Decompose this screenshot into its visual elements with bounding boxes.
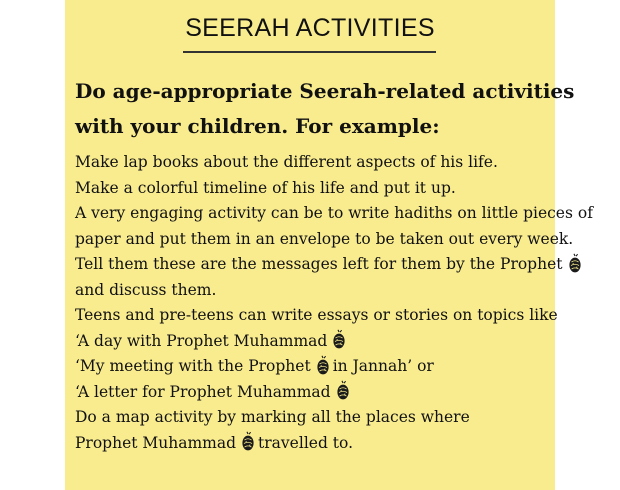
title-underline bbox=[183, 51, 436, 53]
intro-text bbox=[75, 74, 575, 144]
line-text-after: travelled to. bbox=[258, 433, 354, 452]
salawat-calligraphy-icon bbox=[567, 253, 583, 274]
text-line bbox=[75, 150, 550, 176]
line-text: paper and put them in an envelope to be taken out every week. bbox=[75, 229, 574, 248]
line-text-after: in Jannah’ or bbox=[332, 357, 434, 375]
text-line bbox=[75, 176, 550, 202]
text-line bbox=[75, 227, 574, 253]
line-text: A very engaging activity can be to write hadiths on little pieces of bbox=[75, 204, 593, 222]
text-line bbox=[75, 201, 593, 227]
line-text: Prophet Muhammad bbox=[75, 433, 237, 452]
activity-card bbox=[65, 0, 593, 490]
text-line bbox=[75, 278, 550, 304]
text-line bbox=[75, 329, 550, 355]
text-line bbox=[75, 380, 550, 406]
text-line bbox=[75, 252, 563, 278]
intro-line: Do age-appropriate Seerah-related activities bbox=[75, 79, 575, 103]
text-line bbox=[75, 431, 550, 457]
line-text: ‘A letter for Prophet Muhammad bbox=[75, 382, 331, 401]
line-text: Teens and pre-teens can write essays or stories on topics like bbox=[75, 306, 558, 324]
text-line bbox=[75, 354, 550, 380]
page-title: SEERAH ACTIVITIES bbox=[185, 14, 435, 42]
intro-line: with your children. For example: bbox=[75, 114, 440, 138]
activity-list bbox=[75, 150, 593, 456]
line-text: Do a map activity by marking all the places where bbox=[75, 408, 470, 426]
salawat-calligraphy-icon bbox=[335, 380, 351, 401]
salawat-calligraphy-icon bbox=[240, 431, 256, 452]
line-text: ‘A day with Prophet Muhammad bbox=[75, 331, 328, 350]
line-text: and discuss them. bbox=[75, 280, 217, 299]
salawat-calligraphy-icon bbox=[315, 355, 331, 376]
text-line bbox=[75, 405, 550, 431]
text-line bbox=[75, 303, 558, 329]
line-text: Tell them these are the messages left for them by the Prophet bbox=[75, 255, 563, 273]
line-text: ‘My meeting with the Prophet bbox=[75, 357, 311, 375]
line-text: Make a colorful timeline of his life and put it up. bbox=[75, 178, 456, 197]
line-text: Make lap books about the different aspects of his life. bbox=[75, 153, 498, 171]
salawat-calligraphy-icon bbox=[331, 329, 347, 350]
